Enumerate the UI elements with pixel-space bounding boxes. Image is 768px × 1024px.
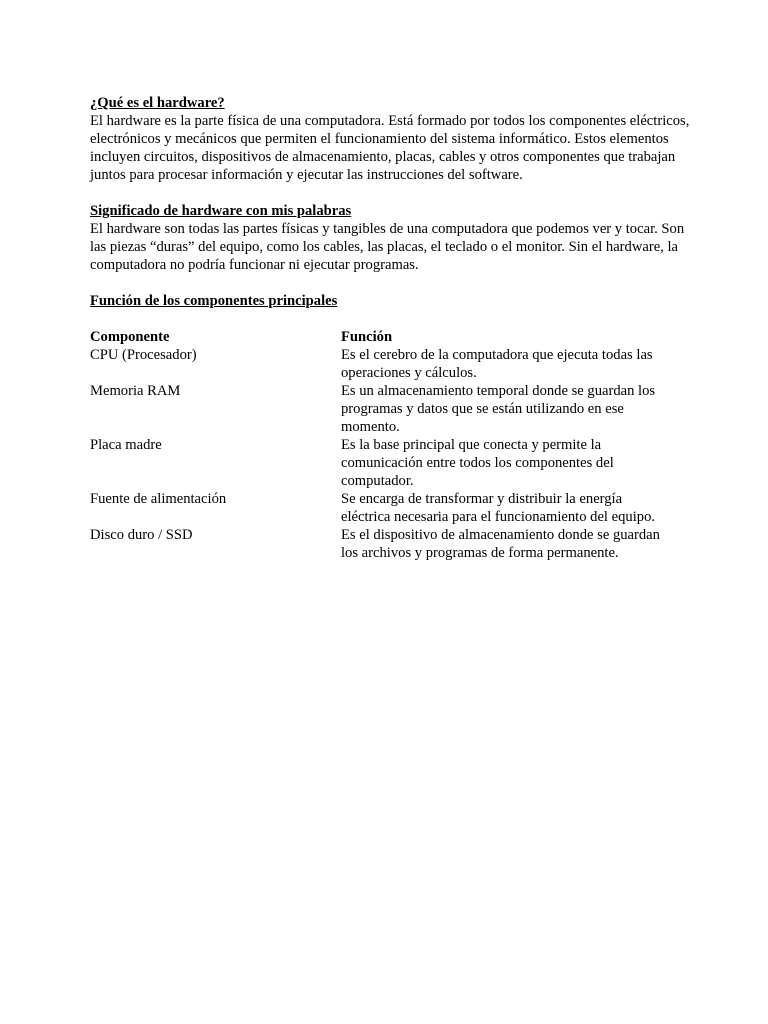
paragraph-significado: El hardware son todas las partes físicas y tangibles de una computadora que podemos ver y tocar. Son las piezas “duras” del equipo, como los cables, las placas, el teclado o el monitor. Sin el hardware, la computadora no podría funcionar ni ejecutar programas.	[90, 221, 685, 273]
section-heading-funcion-componentes: Función de los componentes principales	[90, 293, 338, 309]
table-header-row	[90, 328, 690, 346]
table-cell-function: Es el dispositivo de almacenamiento donde se guardan los archivos y programas de forma permanente.	[341, 527, 660, 561]
table-row	[90, 436, 690, 490]
document-page	[90, 94, 690, 562]
spacer	[90, 274, 690, 292]
table-row	[90, 382, 690, 436]
spacer	[90, 310, 690, 328]
table-row	[90, 346, 690, 382]
table-cell-component: Placa madre	[90, 437, 162, 453]
table-cell-function: Es el cerebro de la computadora que ejecuta todas las operaciones y cálculos.	[341, 347, 653, 381]
table-cell-component: Memoria RAM	[90, 383, 181, 399]
spacer	[90, 184, 690, 202]
table-cell-component: CPU (Procesador)	[90, 347, 197, 363]
section-heading-significado: Significado de hardware con mis palabras	[90, 203, 352, 219]
section-heading-que-es-hardware: ¿Qué es el hardware?	[90, 95, 225, 111]
table-header-componente: Componente	[90, 329, 170, 345]
table-cell-component: Disco duro / SSD	[90, 527, 193, 543]
table-header-funcion: Función	[341, 329, 393, 345]
paragraph-que-es-hardware: El hardware es la parte física de una computadora. Está formado por todos los componentes eléctricos, electrónicos y mecánicos que permiten el funcionamiento del sistema informático. Estos elementos incluyen circuitos, dispositivos de almacenamiento, placas, cables y otros componentes que trabajan juntos para procesar información y ejecutar las instrucciones del software.	[90, 113, 690, 183]
table-cell-function: Se encarga de transformar y distribuir la energía eléctrica necesaria para el funcionamiento del equipo.	[341, 491, 656, 525]
table-row	[90, 490, 690, 526]
components-table	[90, 328, 690, 562]
table-cell-component: Fuente de alimentación	[90, 491, 227, 507]
table-cell-function: Es la base principal que conecta y permite la comunicación entre todos los componentes del computador.	[341, 437, 614, 489]
table-row	[90, 526, 690, 562]
table-cell-function: Es un almacenamiento temporal donde se guardan los programas y datos que se están utilizando en ese momento.	[341, 383, 656, 435]
